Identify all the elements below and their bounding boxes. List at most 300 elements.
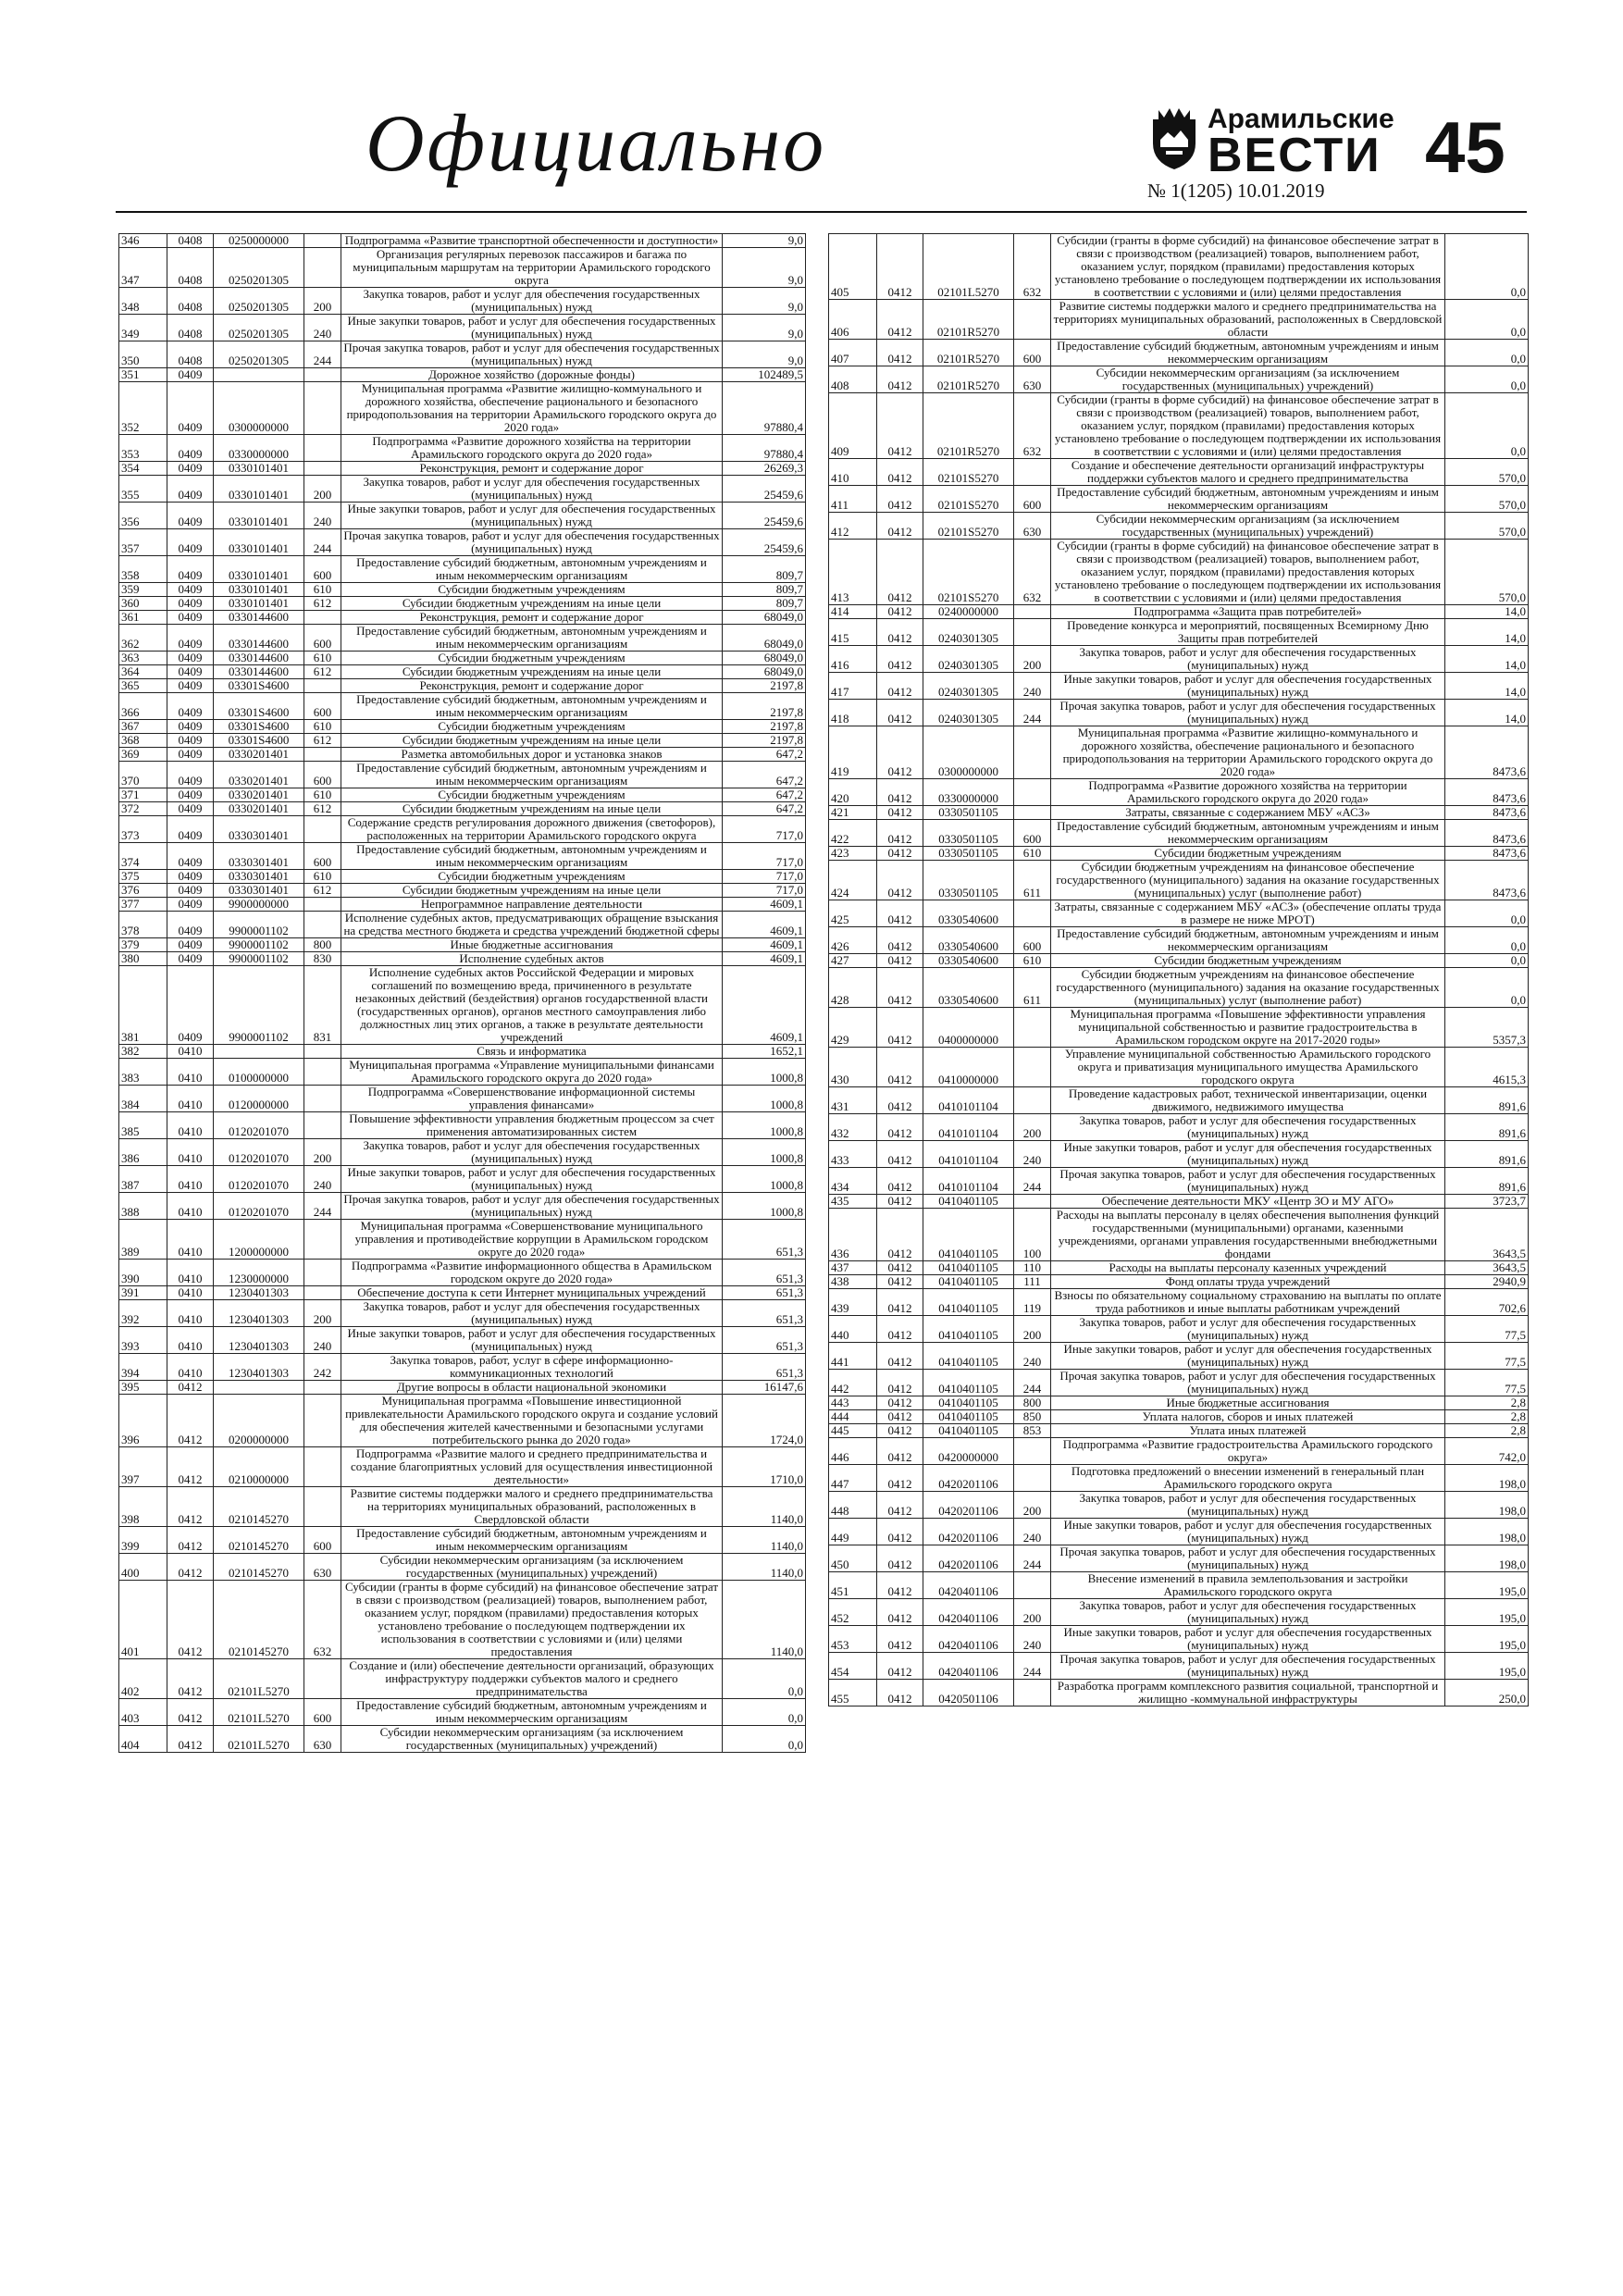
amount: 2197,8 [723,720,806,734]
item-name: Закупка товаров, работ и услуг для обеспечения государственных (муниципальных) нужд [1051,1599,1445,1626]
table-row [829,1438,1529,1465]
target-code [214,368,304,382]
target-code: 1230401303 [214,1327,304,1354]
target-code: 0100000000 [214,1059,304,1086]
section-code: 0412 [877,1410,923,1424]
section-code: 0412 [877,847,923,861]
row-number: 427 [829,954,877,968]
section-code: 0409 [167,966,214,1045]
table-row [829,1114,1529,1141]
expense-type [1014,300,1051,340]
row-number: 435 [829,1195,877,1209]
item-name: Субсидии некоммерческим организациям (за исключением государственных (муниципальных) учреждений) [1051,513,1445,540]
item-name: Прочая закупка товаров, работ и услуг для обеспечения государственных (муниципальных) нужд [1051,1653,1445,1680]
row-number: 360 [119,597,167,611]
section-code: 0412 [877,234,923,300]
amount: 651,3 [723,1260,806,1286]
row-number: 429 [829,1008,877,1048]
amount: 198,0 [1445,1545,1529,1572]
amount: 570,0 [1445,459,1529,486]
amount: 8473,6 [1445,861,1529,900]
section-code: 0412 [877,806,923,820]
target-code: 0410401105 [923,1316,1014,1343]
page-number: 45 [1425,106,1505,188]
target-code: 9900001102 [214,952,304,966]
row-number: 350 [119,341,167,368]
row-number: 379 [119,938,167,952]
table-row [119,1554,806,1581]
table-row [119,720,806,734]
table-row [829,1141,1529,1168]
expense-type [1014,900,1051,927]
item-name: Прочая закупка товаров, работ и услуг для обеспечения государственных (муниципальных) нужд [1051,1545,1445,1572]
item-name: Прочая закупка товаров, работ и услуг для обеспечения государственных (муниципальных) нужд [341,1193,723,1220]
row-number: 388 [119,1193,167,1220]
row-number: 417 [829,673,877,700]
target-code: 0330540600 [923,900,1014,927]
table-row [829,673,1529,700]
section-code: 0412 [877,673,923,700]
item-name: Внесение изменений в правила землепользования и застройки Арамильского городского округа [1051,1572,1445,1599]
amount: 1140,0 [723,1581,806,1659]
section-code: 0412 [877,1141,923,1168]
target-code: 0410401105 [923,1261,1014,1275]
section-code: 0412 [167,1395,214,1447]
amount: 809,7 [723,583,806,597]
section-code: 0412 [877,1195,923,1209]
item-name: Иные закупки товаров, работ и услуг для обеспечения государственных (муниципальных) нужд [341,1327,723,1354]
table-row [119,529,806,556]
section-code: 0412 [877,726,923,779]
expense-type: 244 [304,341,341,368]
amount: 809,7 [723,597,806,611]
row-number: 391 [119,1286,167,1300]
expense-type [304,1045,341,1059]
row-number: 351 [119,368,167,382]
amount: 0,0 [1445,954,1529,968]
row-number: 440 [829,1316,877,1343]
row-number: 410 [829,459,877,486]
item-name: Предоставление субсидий бюджетным, автономным учреждениям и иным некоммерческим организациям [1051,820,1445,847]
expense-type: 200 [304,1300,341,1327]
target-code: 0330540600 [923,927,1014,954]
table-row [829,1492,1529,1519]
amount: 2940,9 [1445,1275,1529,1289]
section-code: 0412 [877,861,923,900]
expense-type: 244 [1014,1653,1051,1680]
section-code: 0412 [167,1487,214,1527]
amount: 2197,8 [723,734,806,748]
table-row [119,652,806,665]
amount: 14,0 [1445,700,1529,726]
expense-type: 610 [304,870,341,884]
expense-type: 600 [1014,340,1051,366]
target-code: 0250201305 [214,341,304,368]
expense-type [304,912,341,938]
item-name: Предоставление субсидий бюджетным, автономным учреждениям и иным некоммерческим организациям [341,762,723,788]
section-code: 0412 [877,619,923,646]
amount: 195,0 [1445,1653,1529,1680]
amount: 9,0 [723,234,806,248]
amount: 1724,0 [723,1395,806,1447]
target-code: 0330301401 [214,843,304,870]
target-code: 0420401106 [923,1599,1014,1626]
section-code: 0409 [167,679,214,693]
row-number: 347 [119,248,167,288]
item-name: Субсидии бюджетным учреждениям [341,583,723,597]
amount: 1000,8 [723,1112,806,1139]
row-number: 402 [119,1659,167,1699]
expense-type: 244 [1014,1545,1051,1572]
table-row [119,1300,806,1327]
row-number: 398 [119,1487,167,1527]
target-code: 0330144600 [214,665,304,679]
table-row [119,1286,806,1300]
table-row [119,952,806,966]
target-code: 0420201106 [923,1492,1014,1519]
item-name: Предоставление субсидий бюджетным, автономным учреждениям и иным некоммерческим организациям [1051,340,1445,366]
amount: 8473,6 [1445,806,1529,820]
row-number: 451 [829,1572,877,1599]
section-code: 0409 [167,938,214,952]
amount: 651,3 [723,1354,806,1381]
amount: 891,6 [1445,1168,1529,1195]
table-row [119,1381,806,1395]
table-row [119,802,806,816]
expense-type [304,462,341,476]
item-name: Предоставление субсидий бюджетным, автономным учреждениям и иным некоммерческим организациям [341,1699,723,1726]
expense-type: 240 [304,1166,341,1193]
expense-type [1014,779,1051,806]
item-name: Уплата налогов, сборов и иных платежей [1051,1410,1445,1424]
row-number: 390 [119,1260,167,1286]
target-code: 0120201070 [214,1112,304,1139]
item-name: Затраты, связанные с содержанием МБУ «АСЗ» (обеспечение оплаты труда в размере не ниже МРОТ) [1051,900,1445,927]
target-code: 0330101401 [214,476,304,503]
expense-type: 610 [304,652,341,665]
amount: 4609,1 [723,966,806,1045]
expense-type: 610 [304,720,341,734]
row-number: 362 [119,625,167,652]
section-code: 0408 [167,288,214,315]
table-row [119,1139,806,1166]
target-code: 03301S4600 [214,693,304,720]
table-row [829,968,1529,1008]
table-row [119,382,806,435]
section-code: 0409 [167,898,214,912]
amount: 1000,8 [723,1139,806,1166]
item-name: Повышение эффективности управления бюджетным процессом за счет применения автоматизированных систем [341,1112,723,1139]
table-row [829,1370,1529,1396]
table-row [829,300,1529,340]
brand-top: Арамильские [1208,104,1394,134]
target-code: 02101R5270 [923,340,1014,366]
section-code: 0412 [877,540,923,605]
row-number: 361 [119,611,167,625]
amount: 0,0 [723,1726,806,1753]
target-code: 0330101401 [214,597,304,611]
item-name: Муниципальная программа «Развитие жилищно-коммунального и дорожного хозяйства, обеспечение рационального и безопасного природопользования на территории Арамильского городского округа до 2020 года» [1051,726,1445,779]
item-name: Реконструкция, ремонт и содержание дорог [341,679,723,693]
target-code: 0210145270 [214,1581,304,1659]
table-row [829,847,1529,861]
item-name: Затраты, связанные с содержанием МБУ «АСЗ» [1051,806,1445,820]
target-code: 02101L5270 [214,1726,304,1753]
section-code: 0410 [167,1139,214,1166]
section-code: 0412 [877,1008,923,1048]
row-number: 365 [119,679,167,693]
item-name: Субсидии некоммерческим организациям (за исключением государственных (муниципальных) учреждений) [1051,366,1445,393]
item-name: Иные бюджетные ассигнования [341,938,723,952]
section-code: 0412 [877,1424,923,1438]
item-name: Подпрограмма «Совершенствование информационной системы управления финансами» [341,1086,723,1112]
table-row [829,513,1529,540]
section-code: 0412 [877,393,923,459]
item-name: Субсидии бюджетным учреждениям на иные цели [341,884,723,898]
target-code: 0250000000 [214,234,304,248]
table-row [829,861,1529,900]
row-number: 403 [119,1699,167,1726]
row-number: 406 [829,300,877,340]
item-name: Создание и обеспечение деятельности организаций инфраструктуры поддержки субъектов малого и среднего предпринимательства [1051,459,1445,486]
amount: 26269,3 [723,462,806,476]
amount: 25459,6 [723,503,806,529]
section-code: 0409 [167,368,214,382]
row-number: 407 [829,340,877,366]
amount: 14,0 [1445,619,1529,646]
section-code: 0412 [877,1048,923,1087]
amount: 651,3 [723,1286,806,1300]
amount: 2197,8 [723,693,806,720]
target-code: 1200000000 [214,1220,304,1260]
row-number: 386 [119,1139,167,1166]
section-code: 0410 [167,1300,214,1327]
target-code: 0420401106 [923,1653,1014,1680]
amount: 1000,8 [723,1059,806,1086]
amount: 4609,1 [723,898,806,912]
amount: 4615,3 [1445,1048,1529,1087]
target-code: 0420000000 [923,1438,1014,1465]
item-name: Субсидии бюджетным учреждениям [341,720,723,734]
row-number: 445 [829,1424,877,1438]
expense-type: 610 [1014,954,1051,968]
section-code: 0412 [877,1289,923,1316]
table-row [829,900,1529,927]
row-number: 438 [829,1275,877,1289]
row-number: 384 [119,1086,167,1112]
header-rule [116,211,1527,213]
row-number: 368 [119,734,167,748]
table-row [829,806,1529,820]
table-row [119,234,806,248]
section-code: 0410 [167,1327,214,1354]
expense-type: 632 [1014,393,1051,459]
amount: 4609,1 [723,938,806,952]
section-code: 0409 [167,652,214,665]
expense-type: 600 [304,1699,341,1726]
expense-type: 110 [1014,1261,1051,1275]
table-row [119,1581,806,1659]
row-number: 385 [119,1112,167,1139]
row-number: 443 [829,1396,877,1410]
table-row [119,625,806,652]
row-number: 374 [119,843,167,870]
target-code: 0330501105 [923,861,1014,900]
target-code: 0240301305 [923,619,1014,646]
target-code: 0410401105 [923,1209,1014,1261]
section-code: 0412 [167,1699,214,1726]
table-row [829,1168,1529,1195]
section-code: 0410 [167,1260,214,1286]
row-number: 401 [119,1581,167,1659]
section-code: 0412 [877,459,923,486]
section-code: 0412 [167,1554,214,1581]
expense-type: 240 [304,1327,341,1354]
table-row [829,1048,1529,1087]
section-code: 0409 [167,802,214,816]
expense-type: 244 [1014,1168,1051,1195]
table-row [119,462,806,476]
row-number: 396 [119,1395,167,1447]
amount: 3723,7 [1445,1195,1529,1209]
item-name: Связь и информатика [341,1045,723,1059]
amount: 2,8 [1445,1424,1529,1438]
item-name: Субсидии некоммерческим организациям (за исключением государственных (муниципальных) учреждений) [341,1554,723,1581]
section-code: 0409 [167,788,214,802]
expense-type: 830 [304,952,341,966]
row-number: 354 [119,462,167,476]
item-name: Расходы на выплаты персоналу в целях обеспечения выполнения функций государственными (муниципальными) органами, казенными учреждениями, органами управления государственными внебюджетными фондами [1051,1209,1445,1261]
item-name: Иные закупки товаров, работ и услуг для обеспечения государственных (муниципальных) нужд [1051,1343,1445,1370]
table-row [829,1465,1529,1492]
row-number: 370 [119,762,167,788]
amount: 9,0 [723,341,806,368]
section-code: 0409 [167,529,214,556]
section-code: 0412 [877,1209,923,1261]
amount: 1000,8 [723,1086,806,1112]
expense-type: 244 [1014,700,1051,726]
table-row [829,234,1529,300]
row-number: 448 [829,1492,877,1519]
target-code: 0240301305 [923,673,1014,700]
amount: 647,2 [723,802,806,816]
section-code: 0412 [877,513,923,540]
table-row [119,476,806,503]
row-number: 425 [829,900,877,927]
item-name: Исполнение судебных актов Российской Федерации и мировых соглашений по возмещению вреда, причиненного в результате незаконных действий (бездействия) органов государственной власти (государственных органов), органов местного самоуправления либо должностных лиц этих органов, а также в результате деятельности учреждений [341,966,723,1045]
item-name: Иные закупки товаров, работ и услуг для обеспечения государственных (муниципальных) нужд [1051,1519,1445,1545]
expense-type: 610 [1014,847,1051,861]
amount: 25459,6 [723,476,806,503]
item-name: Закупка товаров, работ и услуг для обеспечения государственных (муниципальных) нужд [341,1139,723,1166]
amount: 250,0 [1445,1680,1529,1706]
table-row [119,597,806,611]
amount: 68049,0 [723,652,806,665]
amount: 8473,6 [1445,847,1529,861]
section-code: 0409 [167,748,214,762]
item-name: Обеспечение доступа к сети Интернет муниципальных учреждений [341,1286,723,1300]
expense-type: 600 [1014,820,1051,847]
expense-type [1014,1438,1051,1465]
expense-type: 111 [1014,1275,1051,1289]
item-name: Подпрограмма «Развитие малого и среднего предпринимательства и создание благоприятных условий для осуществления инвестиционной деятельности» [341,1447,723,1487]
target-code: 0250201305 [214,288,304,315]
section-code: 0412 [877,927,923,954]
expense-type [1014,1680,1051,1706]
target-code: 0210000000 [214,1447,304,1487]
row-number: 437 [829,1261,877,1275]
target-code: 0410401105 [923,1275,1014,1289]
section-code: 0409 [167,435,214,462]
section-code: 0409 [167,693,214,720]
expense-type [1014,619,1051,646]
expense-type [304,1286,341,1300]
section-code: 0412 [877,1396,923,1410]
table-row [119,1260,806,1286]
table-row [829,1680,1529,1706]
section-code: 0408 [167,234,214,248]
row-number: 412 [829,513,877,540]
amount: 2197,8 [723,679,806,693]
row-number: 404 [119,1726,167,1753]
item-name: Муниципальная программа «Управление муниципальными финансами Арамильского городского округа до 2020 года» [341,1059,723,1086]
target-code: 0300000000 [923,726,1014,779]
target-code: 0330144600 [214,611,304,625]
row-number: 383 [119,1059,167,1086]
row-number: 430 [829,1048,877,1087]
expense-type: 240 [304,315,341,341]
expense-type: 632 [304,1581,341,1659]
section-code: 0412 [877,954,923,968]
amount: 77,5 [1445,1316,1529,1343]
table-row [829,605,1529,619]
section-code: 0412 [877,1492,923,1519]
item-name: Закупка товаров, работ и услуг для обеспечения государственных (муниципальных) нужд [1051,1114,1445,1141]
target-code: 1230401303 [214,1354,304,1381]
item-name: Субсидии бюджетным учреждениям [1051,954,1445,968]
amount: 1000,8 [723,1166,806,1193]
section-code: 0412 [877,1572,923,1599]
target-code: 02101S5270 [923,540,1014,605]
target-code: 02101L5270 [923,234,1014,300]
item-name: Организация регулярных перевозок пассажиров и багажа по муниципальным маршрутам на территории Арамильского городского округа [341,248,723,288]
amount: 9,0 [723,248,806,288]
table-row [829,1275,1529,1289]
section-code: 0412 [877,1465,923,1492]
item-name: Субсидии бюджетным учреждениям на иные цели [341,597,723,611]
item-name: Иные закупки товаров, работ и услуг для обеспечения государственных (муниципальных) нужд [341,503,723,529]
target-code: 0330144600 [214,652,304,665]
target-code: 9900001102 [214,938,304,952]
expense-type [304,1112,341,1139]
target-code: 0240000000 [923,605,1014,619]
amount: 68049,0 [723,625,806,652]
section-code: 0410 [167,1220,214,1260]
table-row [829,726,1529,779]
expense-type [1014,1465,1051,1492]
expense-type: 200 [1014,646,1051,673]
row-number: 431 [829,1087,877,1114]
target-code: 0330201401 [214,762,304,788]
amount: 702,6 [1445,1289,1529,1316]
item-name: Субсидии бюджетным учреждениям на финансовое обеспечение государственного (муниципального) задания на оказание государственных (муниципальных) услуг (выполнение работ) [1051,968,1445,1008]
row-number: 376 [119,884,167,898]
expense-type [304,1395,341,1447]
target-code: 0330501105 [923,820,1014,847]
table-row [829,1519,1529,1545]
row-number: 424 [829,861,877,900]
table-row [119,1045,806,1059]
